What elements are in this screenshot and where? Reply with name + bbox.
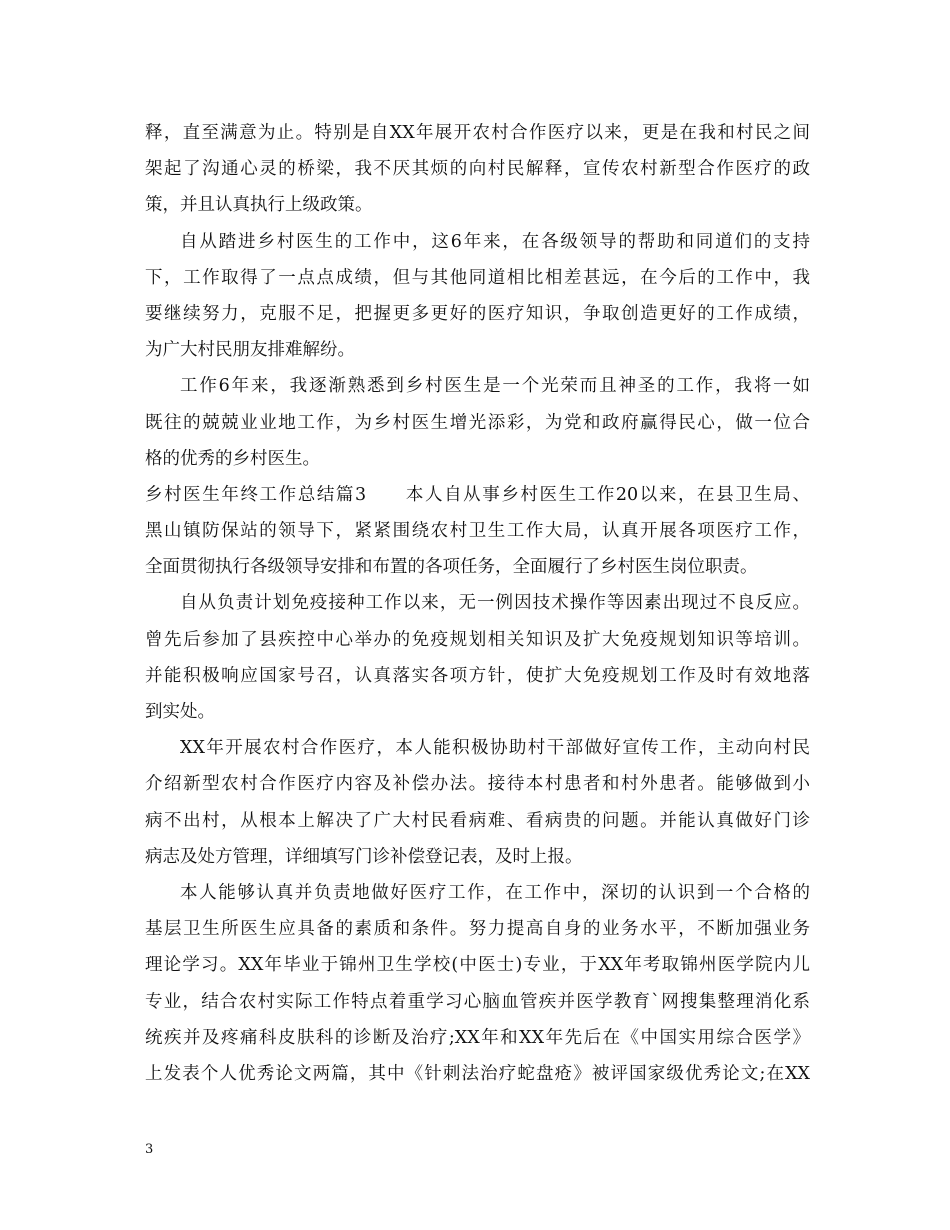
text-line: 本人能够认真并负责地做好医疗工作，在工作中，深切的认识到一个合格的 <box>180 882 810 903</box>
text-line: XX年开展农村合作医疗，本人能积极协助村干部做好宣传工作，主动向村民 <box>180 738 810 759</box>
text-line: 既往的兢兢业业地工作，为乡村医生增光添彩，为党和政府赢得民心，做一位合 <box>145 412 810 433</box>
text-line: 自从负责计划免疫接种工作以来，无一例因技术操作等因素出现过不良反应。 <box>180 593 810 614</box>
text-line: 要继续努力，克服不足，把握更多更好的医疗知识，争取创造更好的工作成绩， <box>145 303 810 324</box>
text-line: 病不出村，从根本上解决了广大村民看病难、看病贵的问题。并能认真做好门诊 <box>145 810 810 831</box>
text-line: 统疾并及疼痛科皮肤科的诊断及治疗;XX年和XX年先后在《中国实用综合医学》 <box>145 1027 810 1048</box>
text-line: 病志及处方管理，详细填写门诊补偿登记表，及时上报。 <box>145 846 583 867</box>
section-heading-line: 乡村医生年终工作总结篇3 本人自从事乡村医生工作20以来，在县卫生局、 <box>145 484 810 505</box>
page-number: 3 <box>145 1142 154 1157</box>
text-line: 介绍新型农村合作医疗内容及补偿办法。接待本村患者和村外患者。能够做到小 <box>145 774 810 795</box>
text-line: 为广大村民朋友排难解纷。 <box>145 340 355 361</box>
text-line: 理论学习。XX年毕业于锦州卫生学校(中医士)专业，于XX年考取锦州医学院内儿 <box>145 955 810 976</box>
text-line: 全面贯彻执行各级领导安排和布置的各项任务，全面履行了乡村医生岗位职责。 <box>145 557 758 578</box>
text-line: 自从踏进乡村医生的工作中，这6年来，在各级领导的帮助和同道们的支持 <box>180 231 810 252</box>
text-line: 上发表个人优秀论文两篇，其中《针刺法治疗蛇盘疮》被评国家级优秀论文;在XX <box>145 1063 810 1084</box>
text-line: 曾先后参加了县疾控中心举办的免疫规划相关知识及扩大免疫规划知识等培训。 <box>145 629 810 650</box>
text-line: 到实处。 <box>145 702 215 722</box>
text-line: 黑山镇防保站的领导下，紧紧围绕农村卫生工作大局，认真开展各项医疗工作， <box>145 521 810 542</box>
text-line: 架起了沟通心灵的桥梁，我不厌其烦的向村民解释，宣传农村新型合作医疗的政 <box>145 159 810 180</box>
text-line: 下，工作取得了一点点成绩，但与其他同道相比相差甚远，在今后的工作中，我 <box>145 267 810 288</box>
text-line: 专业，结合农村实际工作特点着重学习心脑血管疾并医学教育`网搜集整理消化系 <box>145 991 810 1012</box>
text-line: 基层卫生所医生应具备的素质和条件。努力提高自身的业务水平，不断加强业务 <box>145 919 810 940</box>
text-line: 格的优秀的乡村医生。 <box>145 448 320 469</box>
text-line: 并能积极响应国家号召，认真落实各项方针，使扩大免疫规划工作及时有效地落 <box>145 665 810 686</box>
text-line: 释，直至满意为止。特别是自XX年展开农村合作医疗以来，更是在我和村民之间 <box>145 123 810 143</box>
text-line: 策，并且认真执行上级政策。 <box>145 195 373 216</box>
document-body <box>145 115 810 1092</box>
text-line: 工作6年来，我逐渐熟悉到乡村医生是一个光荣而且神圣的工作，我将一如 <box>180 376 810 397</box>
